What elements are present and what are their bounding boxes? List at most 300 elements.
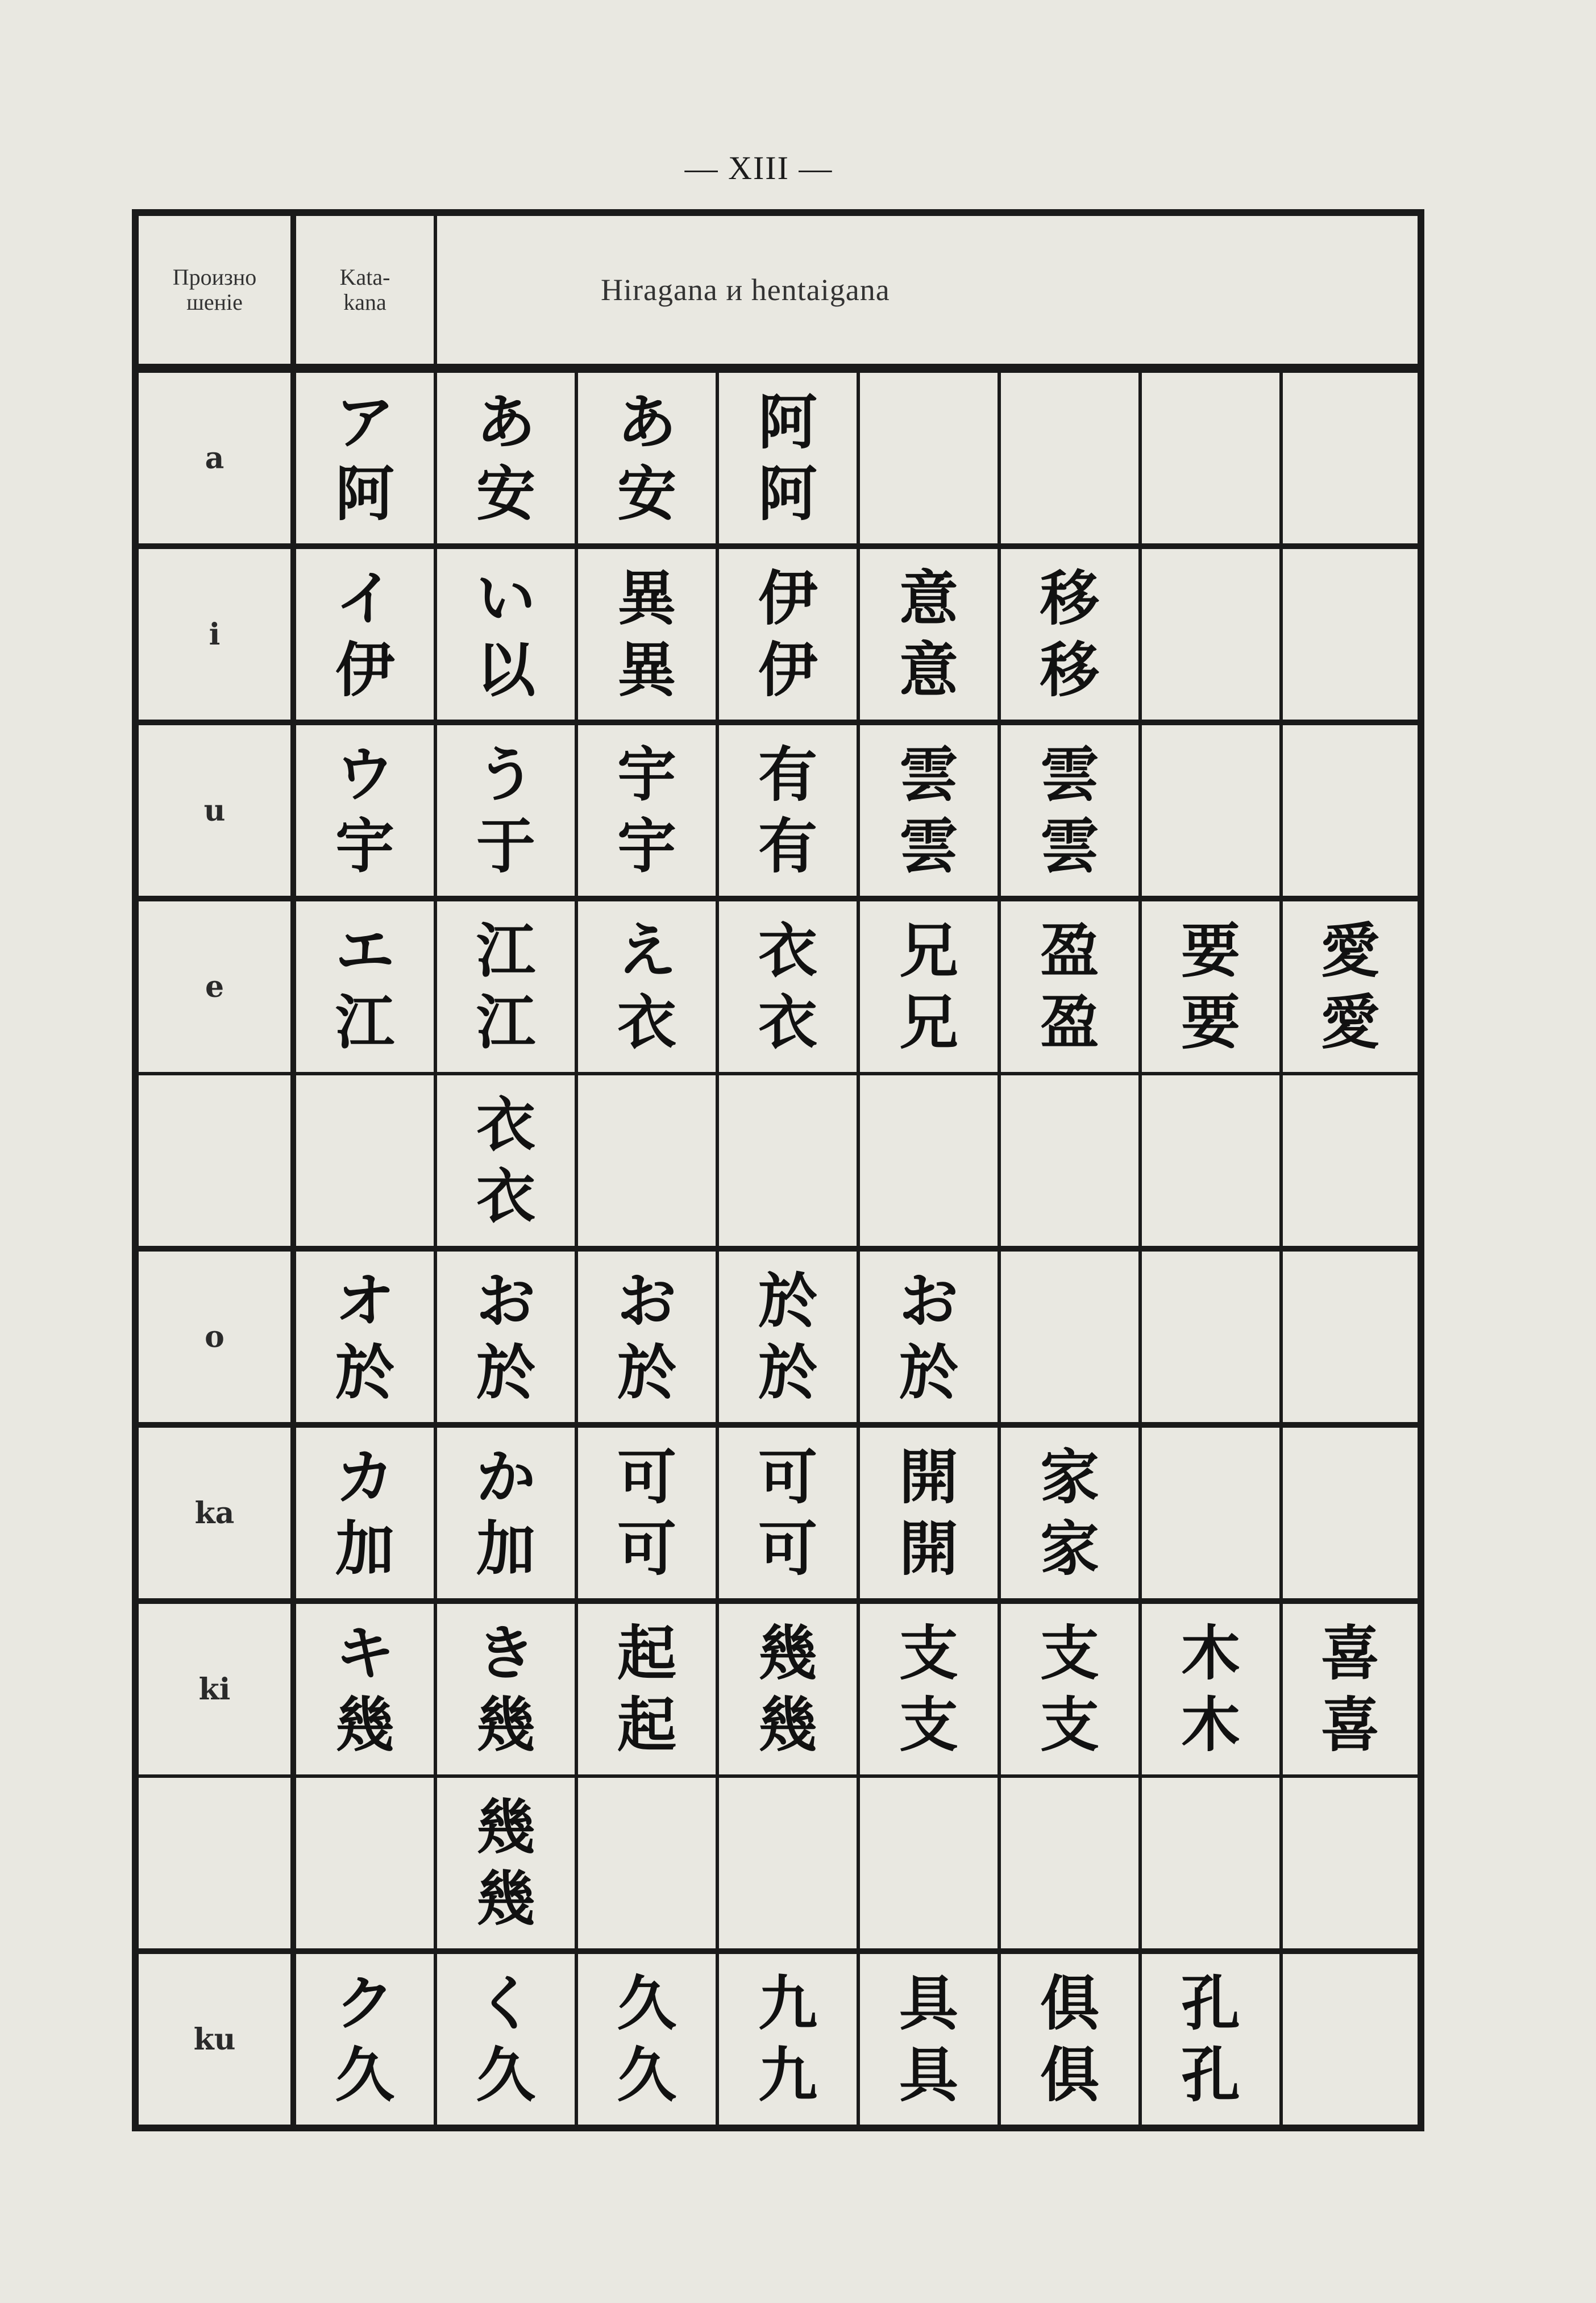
table-row: [135, 1951, 1421, 2128]
kana-glyph: お: [899, 1266, 958, 1336]
glyph-stack: [719, 388, 857, 528]
katakana-cell: [293, 1601, 435, 1776]
source-kanji: 幾: [476, 1864, 535, 1934]
glyph-stack: [578, 917, 716, 1057]
kana-glyph: 木: [1181, 1619, 1240, 1688]
glyph-stack: [1142, 1969, 1279, 2109]
glyph-stack: [1283, 1335, 1418, 1338]
kana-glyph: キ: [335, 1619, 394, 1688]
glyph-stack: [578, 1861, 716, 1865]
hiragana-cell: [858, 722, 999, 899]
hiragana-cell: [576, 1776, 717, 1951]
source-kanji: 具: [899, 2040, 958, 2110]
hiragana-cell: [717, 1776, 858, 1951]
kana-glyph: 要: [1181, 916, 1240, 986]
source-kanji: 可: [758, 1514, 817, 1583]
hiragana-cell: [1140, 1425, 1281, 1601]
glyph-stack: [296, 1267, 434, 1407]
glyph-stack: [1142, 1159, 1279, 1162]
source-kanji: 異: [617, 635, 676, 705]
hiragana-cell: [576, 368, 717, 546]
hiragana-cell: [999, 1776, 1140, 1951]
kana-glyph: エ: [335, 916, 394, 986]
hiragana-cell: [1140, 368, 1281, 546]
glyph-stack: [578, 1443, 716, 1583]
katakana-cell: [293, 722, 435, 899]
glyph-stack: [1142, 917, 1279, 1057]
glyph-stack: [296, 1861, 434, 1865]
kana-glyph: 宇: [617, 740, 676, 809]
glyph-stack: [296, 564, 434, 704]
kana-glyph: オ: [335, 1266, 394, 1336]
glyph-stack: [1142, 1335, 1279, 1338]
hiragana-cell: [858, 546, 999, 722]
glyph-stack: [1142, 1861, 1279, 1865]
source-kanji: 喜: [1320, 1690, 1380, 1760]
hiragana-cell: [435, 1074, 576, 1249]
glyph-stack: [860, 564, 998, 704]
hiragana-cell: [999, 1249, 1140, 1425]
glyph-stack: [860, 456, 998, 460]
glyph-stack: [437, 564, 575, 704]
pronunciation-cell: [135, 722, 293, 899]
source-kanji: 移: [1040, 635, 1099, 705]
table-row: [135, 368, 1421, 546]
kana-glyph: 可: [758, 1443, 817, 1512]
pronunciation-label: o: [205, 1319, 225, 1354]
glyph-stack: [578, 1267, 716, 1407]
table-row: [135, 722, 1421, 899]
hiragana-cell: [858, 368, 999, 546]
source-kanji: 于: [476, 812, 535, 881]
pronunciation-cell: [135, 1074, 293, 1249]
hiragana-cell: [435, 1601, 576, 1776]
hiragana-cell: [999, 899, 1140, 1074]
source-kanji: 伊: [758, 635, 817, 705]
header-hiragana: [435, 213, 1421, 368]
table-row: [135, 1425, 1421, 1601]
glyph-stack: [860, 1619, 998, 1759]
kana-glyph: お: [617, 1266, 676, 1336]
source-kanji: 於: [899, 1338, 958, 1407]
glyph-stack: [437, 1443, 575, 1583]
hiragana-cell: [1140, 722, 1281, 899]
kana-glyph: 支: [899, 1619, 958, 1688]
table-row: [135, 1601, 1421, 1776]
header-pronunciation: [135, 213, 293, 368]
glyph-stack: [1001, 741, 1138, 880]
source-kanji: 於: [476, 1338, 535, 1407]
hiragana-cell: [999, 1601, 1140, 1776]
pronunciation-label: i: [209, 617, 221, 652]
kana-glyph: い: [476, 564, 535, 633]
kana-glyph: あ: [476, 388, 535, 457]
hiragana-cell: [858, 1249, 999, 1425]
pronunciation-cell: [135, 899, 293, 1074]
glyph-stack: [578, 1619, 716, 1759]
kana-glyph: 阿: [758, 388, 817, 457]
hiragana-cell: [1140, 1951, 1281, 2128]
glyph-stack: [1283, 633, 1418, 636]
glyph-stack: [296, 1159, 434, 1162]
kana-glyph: あ: [617, 388, 676, 457]
glyph-stack: [578, 1969, 716, 2109]
hiragana-cell: [999, 368, 1140, 546]
source-kanji: 兄: [899, 988, 958, 1057]
glyph-stack: [1001, 1335, 1138, 1338]
glyph-stack: [296, 1443, 434, 1583]
source-kanji: 久: [476, 2040, 535, 2110]
glyph-stack: [1001, 1159, 1138, 1162]
source-kanji: 衣: [617, 988, 676, 1057]
source-kanji: 孔: [1181, 2040, 1240, 2110]
hiragana-cell: [576, 1425, 717, 1601]
kana-glyph: 兄: [899, 916, 958, 986]
katakana-cell: [293, 1425, 435, 1601]
kana-glyph: か: [476, 1443, 535, 1512]
hiragana-cell: [1281, 899, 1421, 1074]
glyph-stack: [578, 564, 716, 704]
glyph-stack: [1001, 456, 1138, 460]
source-kanji: 起: [617, 1690, 676, 1760]
hiragana-cell: [717, 1249, 858, 1425]
glyph-stack: [860, 1861, 998, 1865]
source-kanji: 支: [899, 1690, 958, 1760]
hiragana-cell: [576, 1074, 717, 1249]
table-body: [135, 213, 1421, 2128]
source-kanji: 江: [476, 988, 535, 1057]
table-row: [135, 546, 1421, 722]
hiragana-cell: [717, 899, 858, 1074]
kana-glyph: き: [476, 1619, 535, 1688]
glyph-stack: [719, 1861, 857, 1865]
kana-glyph: カ: [335, 1443, 394, 1512]
kana-glyph: 俱: [1040, 1969, 1099, 2038]
glyph-stack: [578, 388, 716, 528]
kana-glyph: 開: [899, 1443, 958, 1512]
kana-glyph: 九: [758, 1969, 817, 2038]
kana-glyph: イ: [335, 564, 394, 633]
glyph-stack: [719, 917, 857, 1057]
katakana-cell: [293, 1951, 435, 2128]
source-kanji: 安: [476, 459, 535, 529]
table-row: [135, 1249, 1421, 1425]
hiragana-cell: [435, 1776, 576, 1951]
glyph-stack: [860, 1969, 998, 2109]
kana-glyph: う: [476, 740, 535, 809]
kana-glyph: 伊: [758, 564, 817, 633]
hiragana-cell: [1281, 1776, 1421, 1951]
source-kanji: 有: [758, 812, 817, 881]
kana-glyph: 於: [758, 1266, 817, 1336]
hiragana-cell: [576, 899, 717, 1074]
kana-glyph: 愛: [1320, 916, 1380, 986]
glyph-stack: [719, 1267, 857, 1407]
source-kanji: 雲: [899, 812, 958, 881]
kana-glyph: 移: [1040, 564, 1099, 633]
hiragana-cell: [435, 722, 576, 899]
pronunciation-cell: [135, 1425, 293, 1601]
hiragana-cell: [999, 1074, 1140, 1249]
glyph-stack: [1283, 1861, 1418, 1865]
source-kanji: 宇: [617, 812, 676, 881]
glyph-stack: [296, 1619, 434, 1759]
source-kanji: 宇: [335, 812, 394, 881]
source-kanji: 幾: [476, 1690, 535, 1760]
katakana-cell: [293, 1074, 435, 1249]
hiragana-cell: [435, 368, 576, 546]
hiragana-cell: [1140, 1601, 1281, 1776]
kana-glyph: 異: [617, 564, 676, 633]
hiragana-cell: [999, 1425, 1140, 1601]
kana-glyph: 久: [617, 1969, 676, 2038]
kana-glyph: 有: [758, 740, 817, 809]
table-row: [135, 899, 1421, 1074]
pronunciation-label: ka: [194, 1495, 235, 1531]
source-kanji: 久: [617, 2040, 676, 2110]
kana-glyph: 衣: [476, 1090, 535, 1159]
hiragana-cell: [717, 1601, 858, 1776]
hiragana-cell: [717, 1951, 858, 2128]
source-kanji: 可: [617, 1514, 676, 1583]
hiragana-cell: [858, 899, 999, 1074]
hiragana-cell: [717, 546, 858, 722]
source-kanji: 意: [899, 635, 958, 705]
hiragana-cell: [576, 1601, 717, 1776]
source-kanji: 要: [1181, 988, 1240, 1057]
kana-glyph: 孔: [1181, 1969, 1240, 2038]
glyph-stack: [296, 1969, 434, 2109]
glyph-stack: [1142, 1619, 1279, 1759]
glyph-stack: [860, 1159, 998, 1162]
glyph-stack: [578, 1159, 716, 1162]
hiragana-cell: [1140, 1249, 1281, 1425]
glyph-stack: [719, 564, 857, 704]
katakana-cell: [293, 546, 435, 722]
hiragana-cell: [1140, 546, 1281, 722]
hiragana-cell: [858, 1074, 999, 1249]
source-kanji: 阿: [335, 459, 394, 529]
hiragana-cell: [1281, 368, 1421, 546]
glyph-stack: [1283, 809, 1418, 812]
glyph-stack: [1001, 1969, 1138, 2109]
hiragana-cell: [1281, 1249, 1421, 1425]
glyph-stack: [296, 741, 434, 880]
hiragana-cell: [435, 1425, 576, 1601]
source-kanji: 衣: [758, 988, 817, 1057]
source-kanji: 以: [476, 635, 535, 705]
glyph-stack: [1142, 1511, 1279, 1515]
hiragana-cell: [1140, 1074, 1281, 1249]
table-row: [135, 1776, 1421, 1951]
source-kanji: 支: [1040, 1690, 1099, 1760]
glyph-stack: [860, 1267, 998, 1407]
glyph-stack: [1142, 456, 1279, 460]
glyph-stack: [437, 1619, 575, 1759]
hiragana-cell: [858, 1425, 999, 1601]
hiragana-cell: [1281, 1425, 1421, 1601]
pronunciation-label: a: [205, 440, 225, 476]
pronunciation-label: ku: [193, 2022, 236, 2057]
source-kanji: 於: [617, 1338, 676, 1407]
glyph-stack: [578, 741, 716, 880]
glyph-stack: [437, 1793, 575, 1933]
glyph-stack: [860, 1443, 998, 1583]
glyph-stack: [1283, 1511, 1418, 1515]
katakana-cell: [293, 899, 435, 1074]
hiragana-cell: [576, 722, 717, 899]
hiragana-cell: [999, 722, 1140, 899]
glyph-stack: [1001, 1443, 1138, 1583]
hiragana-cell: [1281, 1074, 1421, 1249]
source-kanji: 加: [335, 1514, 394, 1583]
kana-glyph: お: [476, 1266, 535, 1336]
glyph-stack: [437, 388, 575, 528]
hiragana-cell: [1281, 546, 1421, 722]
glyph-stack: [437, 1091, 575, 1231]
kana-glyph: 衣: [758, 916, 817, 986]
source-kanji: 於: [335, 1338, 394, 1407]
glyph-stack: [437, 917, 575, 1057]
source-kanji: 九: [758, 2040, 817, 2110]
hiragana-cell: [717, 1425, 858, 1601]
hiragana-cell: [858, 1776, 999, 1951]
hiragana-cell: [858, 1951, 999, 2128]
source-kanji: 於: [758, 1338, 817, 1407]
hiragana-cell: [435, 1951, 576, 2128]
hiragana-cell: [1281, 1951, 1421, 2128]
glyph-stack: [719, 741, 857, 880]
header-row: [135, 213, 1421, 368]
glyph-stack: [719, 1619, 857, 1759]
pronunciation-cell: [135, 368, 293, 546]
kana-glyph: 雲: [899, 740, 958, 809]
hiragana-cell: [576, 1249, 717, 1425]
kana-glyph: 支: [1040, 1619, 1099, 1688]
hiragana-cell: [435, 546, 576, 722]
kana-glyph: 家: [1040, 1443, 1099, 1512]
glyph-stack: [296, 388, 434, 528]
source-kanji: 安: [617, 459, 676, 529]
source-kanji: 久: [335, 2040, 394, 2110]
kana-glyph: 起: [617, 1619, 676, 1688]
kana-table: [132, 209, 1424, 2131]
kana-glyph: ウ: [335, 740, 394, 809]
kana-glyph: 江: [476, 916, 535, 986]
pronunciation-cell: [135, 1249, 293, 1425]
pronunciation-label: u: [203, 793, 226, 828]
kana-glyph: く: [476, 1969, 535, 2038]
kana-glyph: 幾: [476, 1793, 535, 1862]
glyph-stack: [719, 1443, 857, 1583]
glyph-stack: [296, 917, 434, 1057]
source-kanji: 阿: [758, 459, 817, 529]
glyph-stack: [1001, 917, 1138, 1057]
katakana-cell: [293, 368, 435, 546]
source-kanji: 愛: [1320, 988, 1380, 1057]
kana-glyph: 喜: [1320, 1619, 1380, 1688]
header-pronunciation-line1: Произно: [172, 264, 257, 290]
source-kanji: 盈: [1040, 988, 1099, 1057]
glyph-stack: [437, 1969, 575, 2109]
glyph-stack: [719, 1969, 857, 2109]
hiragana-cell: [1140, 899, 1281, 1074]
glyph-stack: [1142, 633, 1279, 636]
source-kanji: 開: [899, 1514, 958, 1583]
header-katakana: [293, 213, 435, 368]
source-kanji: 加: [476, 1514, 535, 1583]
hiragana-cell: [999, 546, 1140, 722]
pronunciation-cell: [135, 1601, 293, 1776]
kana-glyph: 具: [899, 1969, 958, 2038]
source-kanji: 雲: [1040, 812, 1099, 881]
pronunciation-label: e: [205, 969, 225, 1004]
glyph-stack: [1283, 2038, 1418, 2041]
hiragana-cell: [435, 1249, 576, 1425]
glyph-stack: [860, 741, 998, 880]
header-hiragana-title: Hiragana и hentaigana: [601, 273, 890, 307]
kana-glyph: 可: [617, 1443, 676, 1512]
kana-glyph: 雲: [1040, 740, 1099, 809]
header-katakana-line2: kana: [343, 289, 386, 315]
table-row: [135, 1074, 1421, 1249]
hiragana-cell: [717, 368, 858, 546]
pronunciation-cell: [135, 546, 293, 722]
kana-glyph: 意: [899, 564, 958, 633]
pronunciation-label: ki: [198, 1672, 231, 1707]
hiragana-cell: [858, 1601, 999, 1776]
glyph-stack: [1142, 809, 1279, 812]
hiragana-cell: [717, 1074, 858, 1249]
katakana-cell: [293, 1249, 435, 1425]
glyph-stack: [1001, 1861, 1138, 1865]
glyph-stack: [1001, 564, 1138, 704]
source-kanji: 幾: [758, 1690, 817, 1760]
glyph-stack: [719, 1159, 857, 1162]
hiragana-cell: [1281, 1601, 1421, 1776]
hiragana-cell: [576, 546, 717, 722]
glyph-stack: [1283, 1159, 1418, 1162]
glyph-stack: [1283, 1619, 1418, 1759]
header-katakana-line1: Kata-: [339, 264, 390, 290]
source-kanji: 衣: [476, 1162, 535, 1231]
hiragana-cell: [1281, 722, 1421, 899]
pronunciation-cell: [135, 1951, 293, 2128]
kana-glyph: ク: [335, 1969, 394, 2038]
glyph-stack: [1001, 1619, 1138, 1759]
glyph-stack: [860, 917, 998, 1057]
source-kanji: 家: [1040, 1514, 1099, 1583]
source-kanji: 俱: [1040, 2040, 1099, 2110]
glyph-stack: [437, 1267, 575, 1407]
hiragana-cell: [435, 899, 576, 1074]
glyph-stack: [1283, 917, 1418, 1057]
hiragana-cell: [717, 722, 858, 899]
hiragana-cell: [999, 1951, 1140, 2128]
glyph-stack: [437, 741, 575, 880]
kana-glyph: ア: [335, 388, 394, 457]
source-kanji: 江: [335, 988, 394, 1057]
source-kanji: 幾: [335, 1690, 394, 1760]
katakana-cell: [293, 1776, 435, 1951]
header-pronunciation-line2: шеніе: [186, 289, 243, 315]
hiragana-cell: [1140, 1776, 1281, 1951]
kana-glyph: え: [617, 916, 676, 986]
source-kanji: 木: [1181, 1690, 1240, 1760]
pronunciation-cell: [135, 1776, 293, 1951]
glyph-stack: [1283, 456, 1418, 460]
kana-glyph: 盈: [1040, 916, 1099, 986]
